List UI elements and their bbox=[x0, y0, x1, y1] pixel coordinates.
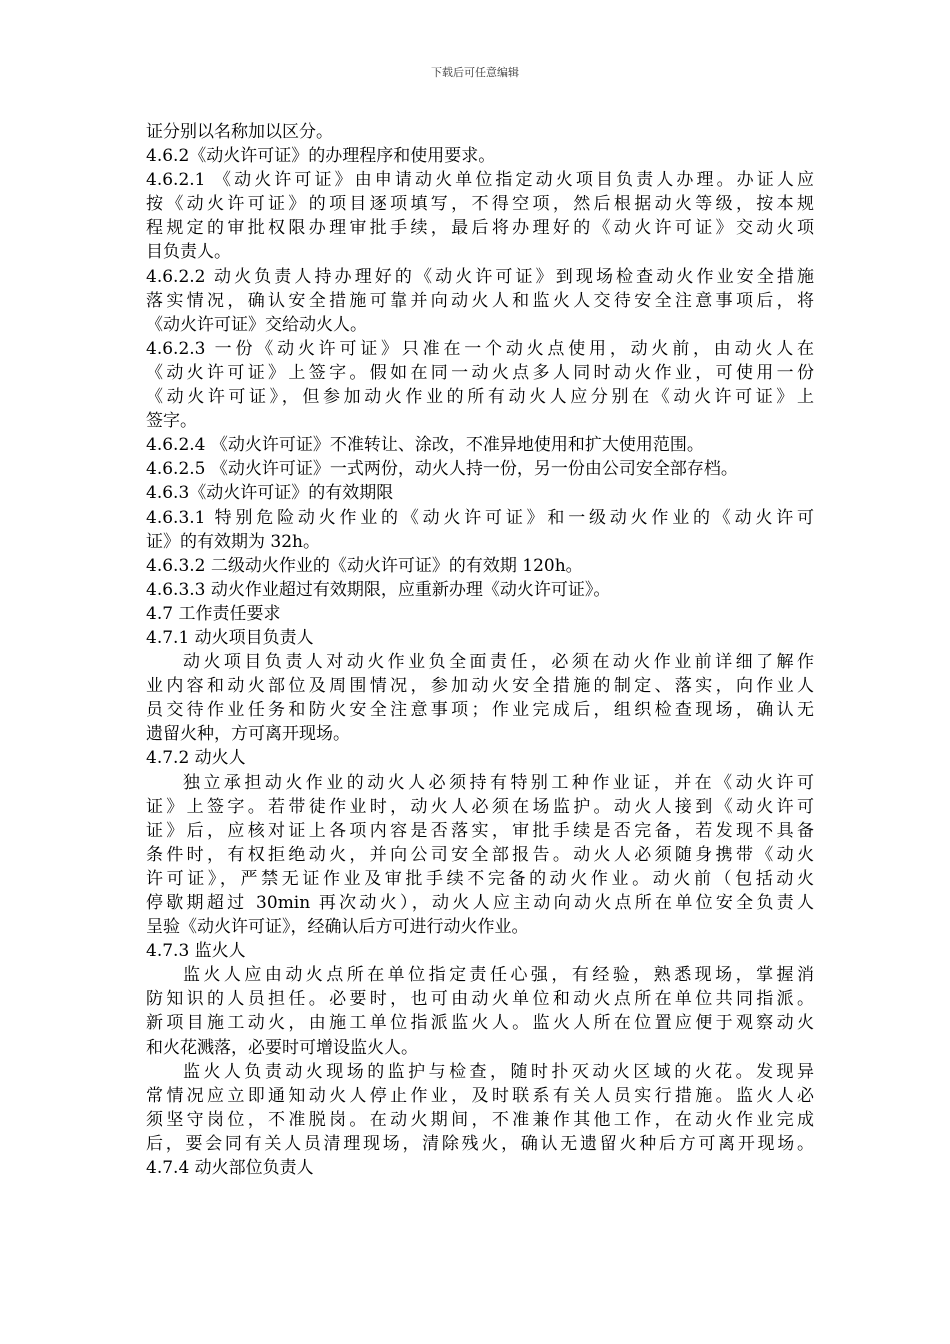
text-line: 监火人负责动火现场的监护与检查，随时扑灭动火区域的火花。发现异 bbox=[183, 1061, 814, 1082]
text-line: 证分别以名称加以区分。 bbox=[146, 122, 333, 142]
text-line: 独立承担动火作业的动火人必须持有特别工种作业证，并在《动火许可 bbox=[183, 772, 814, 793]
text-line: 后，要会同有关人员清理现场，清除残火，确认无遗留火种后方可离开现场。 bbox=[146, 1133, 814, 1154]
text-line: 4.6.3《动火许可证》的有效期限 bbox=[146, 483, 394, 504]
text-line: 4.6.2.2 动火负责人持办理好的《动火许可证》到现场检查动火作业安全措施 bbox=[146, 266, 814, 287]
text-line: 程规定的审批权限办理审批手续，最后将办理好的《动火许可证》交动火项 bbox=[146, 218, 814, 239]
text-line: 遗留火种，方可离开现场。 bbox=[146, 724, 350, 745]
text-line: 许可证》，严禁无证作业及审批手续不完备的动火作业。动火前（包括动火 bbox=[146, 868, 814, 889]
text-line: 证》后，应核对证上各项内容是否落实，审批手续是否完备，若发现不具备 bbox=[146, 820, 814, 841]
text-line: 《动火许可证》上签字。假如在同一动火点多人同时动火作业，可使用一份 bbox=[146, 362, 814, 383]
text-line: 《动火许可证》，但参加动火作业的所有动火人应分别在《动火许可证》上 bbox=[146, 387, 814, 408]
text-line: 4.7.1 动火项目负责人 bbox=[146, 627, 314, 648]
text-line: 新项目施工动火，由施工单位指派监火人。监火人所在位置应便于观察动火 bbox=[146, 1013, 814, 1034]
text-line: 4.6.2.3 一份《动火许可证》只准在一个动火点使用，动火前，由动火人在 bbox=[146, 338, 814, 359]
page-header: 下载后可任意编辑 bbox=[431, 66, 519, 79]
text-line: 呈验《动火许可证》，经确认后方可进行动火作业。 bbox=[146, 917, 529, 938]
text-line: 监火人应由动火点所在单位指定责任心强，有经验，熟悉现场，掌握消 bbox=[183, 965, 814, 986]
text-line: 防知识的人员担任。必要时，也可由动火单位和动火点所在单位共同指派。 bbox=[146, 989, 814, 1010]
text-line: 4.6.3.1 特别危险动火作业的《动火许可证》和一级动火作业的《动火许可 bbox=[146, 507, 814, 528]
text-line: 4.7.3 监火人 bbox=[146, 941, 246, 962]
text-line: 证》上签字。若带徒作业时，动火人必须在场监护。动火人接到《动火许可 bbox=[146, 796, 814, 817]
text-line: 业内容和动火部位及周围情况，参加动火安全措施的制定、落实，向作业人 bbox=[146, 676, 814, 697]
text-line: 动火项目负责人对动火作业负全面责任，必须在动火作业前详细了解作 bbox=[183, 652, 814, 673]
text-line: 4.7 工作责任要求 bbox=[146, 603, 281, 624]
text-line: 目负责人。 bbox=[146, 242, 231, 263]
text-line: 《动火许可证》交给动火人。 bbox=[146, 314, 367, 335]
text-line: 须坚守岗位，不准脱岗。在动火期间，不准兼作其他工作，在动火作业完成 bbox=[146, 1109, 814, 1130]
text-line: 4.6.2.1 《动火许可证》由申请动火单位指定动火项目负责人办理。办证人应 bbox=[146, 170, 814, 191]
text-line: 和火花溅落，必要时可增设监火人。 bbox=[146, 1037, 418, 1058]
text-line: 4.7.2 动火人 bbox=[146, 748, 246, 769]
text-line: 4.6.3.3 动火作业超过有效期限，应重新办理《动火许可证》。 bbox=[146, 579, 611, 600]
text-line: 条件时，有权拒绝动火，并向公司安全部报告。动火人必须随身携带《动火 bbox=[146, 844, 814, 865]
text-line: 签字。 bbox=[146, 411, 197, 432]
text-line: 常情况应立即通知动火人停止作业，及时联系有关人员实行措施。监火人必 bbox=[146, 1085, 814, 1106]
text-line: 按《动火许可证》的项目逐项填写，不得空项，然后根据动火等级，按本规 bbox=[146, 194, 814, 215]
text-line: 落实情况，确认安全措施可靠并向动火人和监火人交待安全注意事项后，将 bbox=[146, 290, 814, 311]
text-line: 员交待作业任务和防火安全注意事项；作业完成后，组织检查现场，确认无 bbox=[146, 700, 814, 721]
text-line: 4.6.2.5 《动火许可证》一式两份，动火人持一份，另一份由公司安全部存档。 bbox=[146, 459, 738, 480]
text-line: 停歇期超过 30min 再次动火），动火人应主动向动火点所在单位安全负责人 bbox=[146, 893, 814, 913]
document-body bbox=[146, 120, 814, 1180]
text-line: 4.6.2.4 《动火许可证》不准转让、涂改，不准异地使用和扩大使用范围。 bbox=[146, 435, 704, 456]
text-line: 4.6.2《动火许可证》的办理程序和使用要求。 bbox=[146, 146, 496, 167]
text-line: 4.7.4 动火部位负责人 bbox=[146, 1158, 314, 1179]
text-line: 证》的有效期为 32h。 bbox=[146, 531, 320, 552]
text-line: 4.6.3.2 二级动火作业的《动火许可证》的有效期 120h。 bbox=[146, 555, 583, 576]
